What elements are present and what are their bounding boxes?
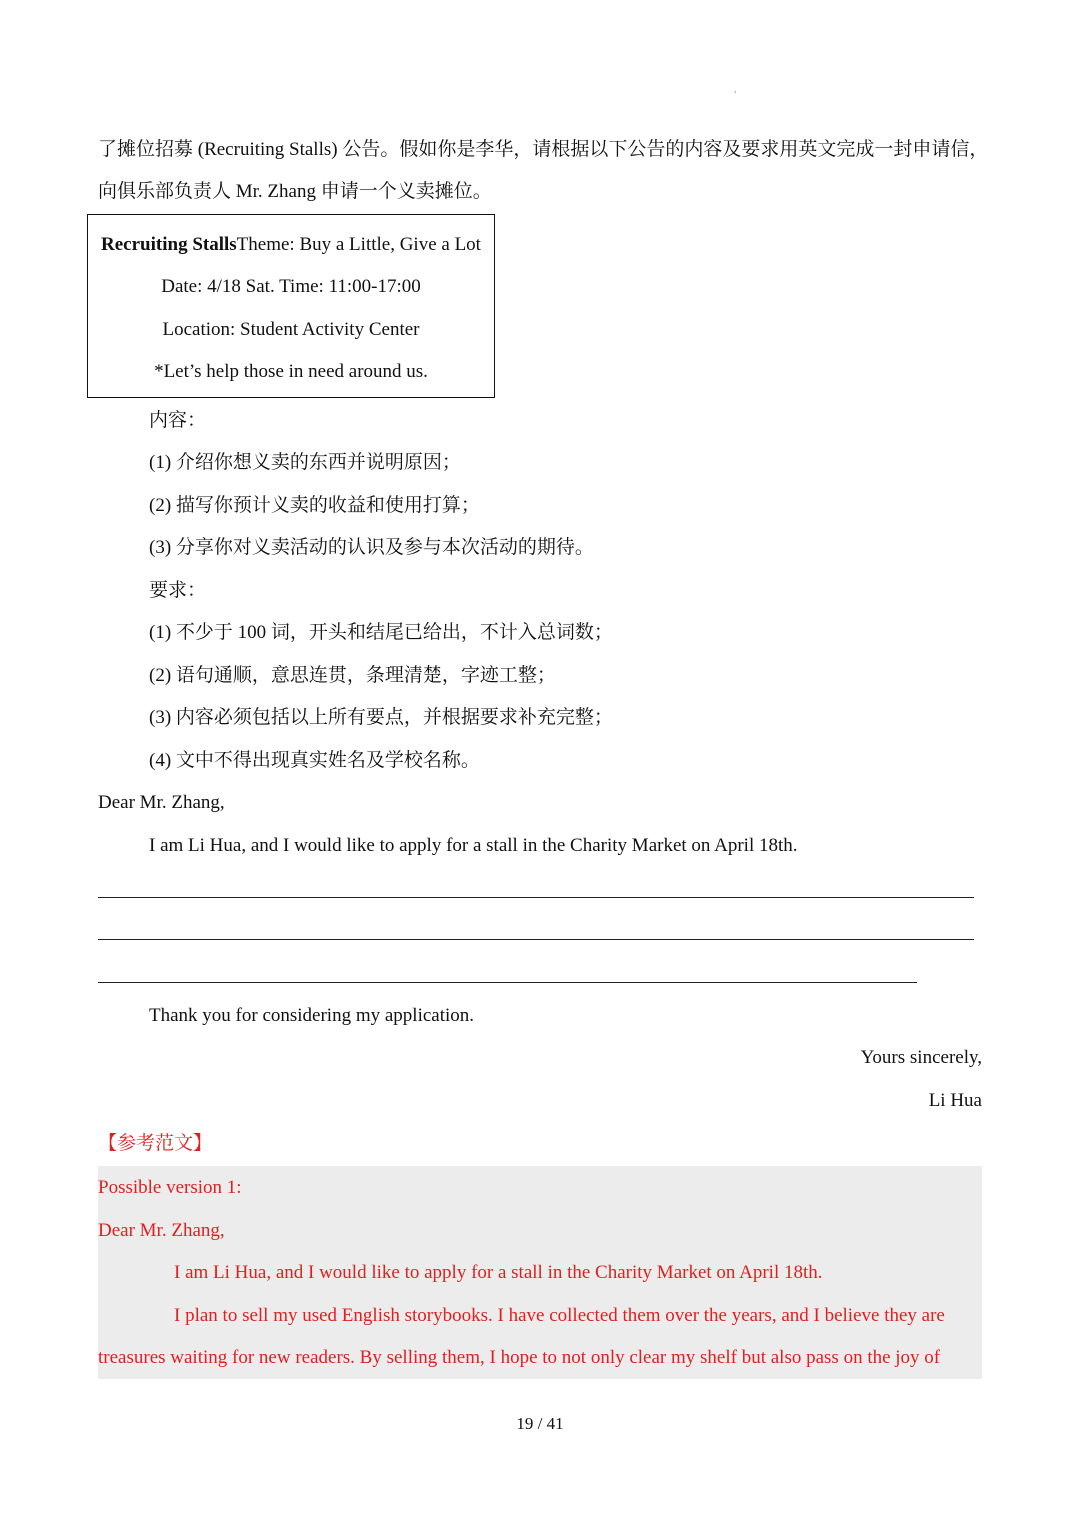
letter-signature: Li Hua [928, 1090, 982, 1111]
content-item: (3) 分享你对义卖活动的认识及参与本次活动的期待。 [149, 537, 594, 558]
content-item: (2) 描写你预计义卖的收益和使用打算； [149, 495, 480, 516]
notice-slogan: *Let’s help those in need around us. [154, 361, 428, 382]
letter-opening: I am Li Hua, and I would like to apply for a stall in the Charity Market on April 18th. [149, 835, 798, 856]
intro-line-1: 了摊位招募 (Recruiting Stalls) 公告。假如你是李华，请根据以下公告的内容及要求用英文完成一封申请信， [98, 139, 989, 160]
requirement-item: (3) 内容必须包括以上所有要点，并根据要求补充完整； [149, 707, 613, 728]
notice-title: Recruiting Stalls [101, 234, 237, 255]
reference-greeting: Dear Mr. Zhang, [98, 1220, 225, 1241]
notice-title-line [88, 233, 494, 257]
reference-paragraph-2-line-1: I plan to sell my used English storybooks. I have collected them over the years, and I believe they are [174, 1305, 945, 1326]
answer-line[interactable] [98, 982, 917, 983]
page-number: 19 / 41 [516, 1414, 564, 1433]
letter-greeting: Dear Mr. Zhang, [98, 792, 225, 813]
reference-title: 【参考范文】 [98, 1133, 213, 1154]
page-mark: , [734, 84, 737, 95]
reference-version: Possible version 1: [98, 1177, 242, 1198]
notice-date: Date: 4/18 Sat. Time: 11:00-17:00 [161, 276, 421, 297]
answer-line[interactable] [98, 897, 974, 898]
letter-closing: Thank you for considering my application. [149, 1005, 475, 1026]
notice-theme: Theme: Buy a Little, Give a Lot [236, 234, 481, 255]
notice-box [87, 214, 495, 398]
requirement-item: (4) 文中不得出现真实姓名及学校名称。 [149, 750, 480, 771]
requirement-item: (2) 语句通顺，意思连贯，条理清楚，字迹工整； [149, 665, 556, 686]
requirements-heading: 要求： [149, 580, 207, 601]
reference-paragraph-1: I am Li Hua, and I would like to apply for a stall in the Charity Market on April 18th. [174, 1262, 823, 1283]
reference-paragraph-2-line-2: treasures waiting for new readers. By selling them, I hope to not only clear my shelf but also pass on the joy of [98, 1347, 941, 1368]
notice-location: Location: Student Activity Center [162, 319, 420, 340]
intro-line-2: 向俱乐部负责人 Mr. Zhang 申请一个义卖摊位。 [98, 181, 492, 202]
letter-signoff: Yours sincerely, [860, 1047, 982, 1068]
answer-line[interactable] [98, 939, 974, 940]
requirement-item: (1) 不少于 100 词，开头和结尾已给出，不计入总词数； [149, 622, 613, 643]
content-item: (1) 介绍你想义卖的东西并说明原因； [149, 452, 461, 473]
content-heading: 内容： [149, 410, 207, 431]
